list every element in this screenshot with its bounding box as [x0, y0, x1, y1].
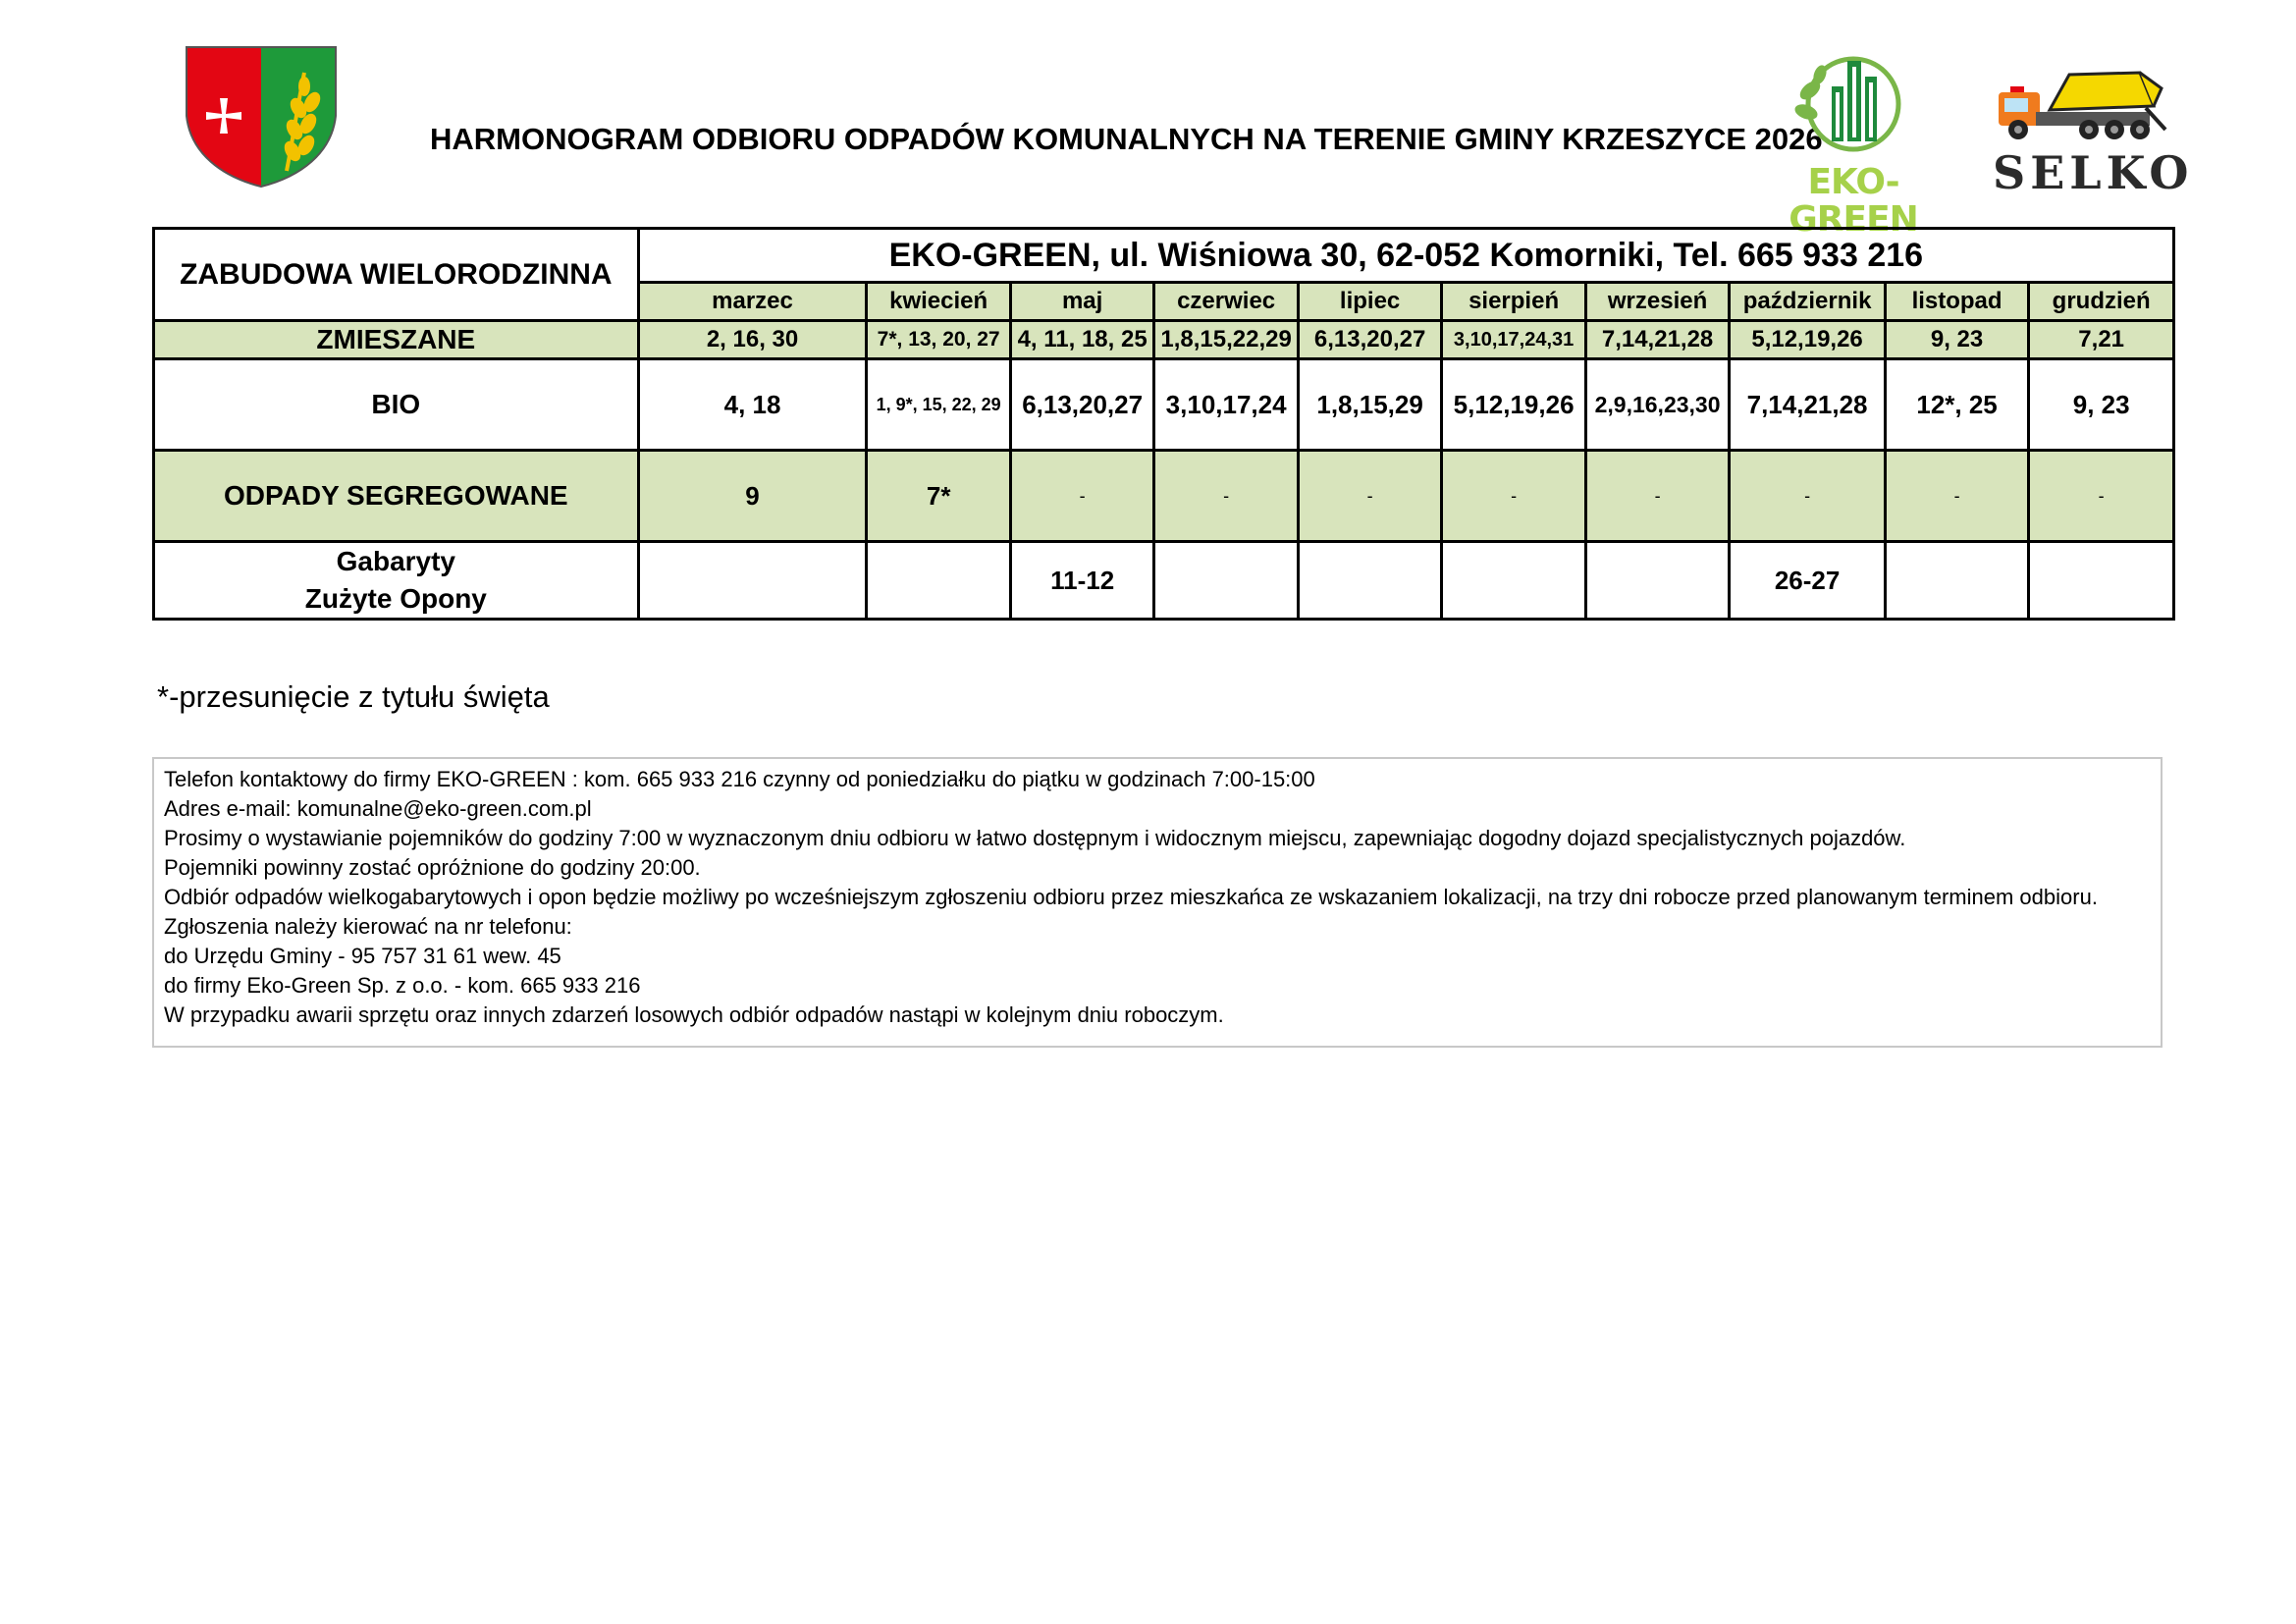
table-cell: 4, 11, 18, 25	[1010, 321, 1153, 359]
month-header: sierpień	[1442, 283, 1585, 321]
table-cell	[1298, 542, 1441, 620]
table-cell: 1, 9*, 15, 22, 29	[867, 359, 1010, 451]
month-header: maj	[1010, 283, 1153, 321]
table-cell: 7*, 13, 20, 27	[867, 321, 1010, 359]
page-title: HARMONOGRAM ODBIORU ODPADÓW KOMUNALNYCH NA TERENIE GMINY KRZESZYCE 2026	[430, 122, 1823, 156]
table-cell: 11-12	[1010, 542, 1153, 620]
month-header: grudzień	[2029, 283, 2174, 321]
table-cell: 26-27	[1730, 542, 1886, 620]
table-cell	[2029, 542, 2174, 620]
mixer-truck-icon	[1993, 59, 2169, 143]
selko-logo-text: SELKO	[1993, 146, 2194, 199]
table-cell: 6,13,20,27	[1010, 359, 1153, 451]
table-cell: -	[1730, 451, 1886, 542]
table-cell: 5,12,19,26	[1730, 321, 1886, 359]
info-line: do Urzędu Gminy - 95 757 31 61 wew. 45	[164, 944, 561, 968]
eko-green-logo	[1767, 51, 1940, 240]
row-label-line: Zużyte Opony	[304, 583, 487, 614]
table-cell: 7*	[867, 451, 1010, 542]
info-line: do firmy Eko-Green Sp. z o.o. - kom. 665 933 216	[164, 973, 641, 998]
table-row-zmieszane	[154, 321, 2174, 359]
table-cell: 1,8,15,22,29	[1154, 321, 1298, 359]
table-cell: 7,21	[2029, 321, 2174, 359]
table-cell: 9, 23	[2029, 359, 2174, 451]
table-cell: -	[1298, 451, 1441, 542]
table-cell	[1154, 542, 1298, 620]
table-cell	[638, 542, 867, 620]
info-box	[152, 757, 2163, 1048]
row-label	[154, 542, 639, 620]
table-cell	[1585, 542, 1729, 620]
table-cell: -	[1154, 451, 1298, 542]
selko-logo	[1993, 59, 2194, 199]
row-label: ZMIESZANE	[154, 321, 639, 359]
table-cell	[1442, 542, 1585, 620]
table-cell	[1885, 542, 2028, 620]
table-cell: 3,10,17,24	[1154, 359, 1298, 451]
info-line: Zgłoszenia należy kierować na nr telefonu:	[164, 914, 572, 939]
table-cell: -	[1010, 451, 1153, 542]
table-row-bio	[154, 359, 2174, 451]
table-cell: 5,12,19,26	[1442, 359, 1585, 451]
table-cell: 7,14,21,28	[1585, 321, 1729, 359]
table-row-segregowane	[154, 451, 2174, 542]
table-cell: 7,14,21,28	[1730, 359, 1886, 451]
info-line: Telefon kontaktowy do firmy EKO-GREEN : kom. 665 933 216 czynny od poniedziałku do piątku w godzinach 7:00-15:00	[164, 767, 1315, 791]
info-line: Adres e-mail: komunalne@eko-green.com.pl	[164, 796, 592, 821]
company-header: EKO-GREEN, ul. Wiśniowa 30, 62-052 Komorniki, Tel. 665 933 216	[638, 229, 2173, 283]
table-cell: 12*, 25	[1885, 359, 2028, 451]
month-header: październik	[1730, 283, 1886, 321]
table-cell	[867, 542, 1010, 620]
info-line: Prosimy o wystawianie pojemników do godziny 7:00 w wyznaczonym dniu odbioru w łatwo dostępnym i widocznym miejscu, zapewniając dogodny dojazd specjalistycznych pojazdów.	[164, 826, 1906, 850]
eko-green-emblem-icon	[1767, 51, 1940, 159]
eko-green-logo-text: EKO-GREEN	[1789, 162, 1918, 240]
month-header: marzec	[638, 283, 867, 321]
table-cell: 1,8,15,29	[1298, 359, 1441, 451]
table-cell: 9	[638, 451, 867, 542]
building-type-header: ZABUDOWA WIELORODZINNA	[154, 229, 639, 321]
coat-of-arms-logo	[183, 43, 340, 190]
table-cell: 9, 23	[1885, 321, 2028, 359]
table-cell: -	[1585, 451, 1729, 542]
table-cell: -	[1442, 451, 1585, 542]
table-cell: 2,9,16,23,30	[1585, 359, 1729, 451]
table-cell: -	[2029, 451, 2174, 542]
month-header: czerwiec	[1154, 283, 1298, 321]
row-label: BIO	[154, 359, 639, 451]
table-cell: 6,13,20,27	[1298, 321, 1441, 359]
schedule-table	[152, 227, 2175, 621]
month-header: wrzesień	[1585, 283, 1729, 321]
footnote: *-przesunięcie z tytułu święta	[157, 679, 550, 714]
table-cell: 3,10,17,24,31	[1442, 321, 1585, 359]
info-line: Odbiór odpadów wielkogabarytowych i opon będzie możliwy po wcześniejszym zgłoszeniu odbioru przez mieszkańca ze wskazaniem lokalizacji, na trzy dni robocze przed planowanym terminem odbioru.	[164, 885, 2098, 909]
info-line: W przypadku awarii sprzętu oraz innych zdarzeń losowych odbiór odpadów nastąpi w kolejnym dniu roboczym.	[164, 1002, 1224, 1027]
row-label: ODPADY SEGREGOWANE	[154, 451, 639, 542]
row-label-line: Gabaryty	[336, 546, 456, 576]
info-line: Pojemniki powinny zostać opróżnione do godziny 20:00.	[164, 855, 701, 880]
table-cell: -	[1885, 451, 2028, 542]
table-cell: 2, 16, 30	[638, 321, 867, 359]
month-header: kwiecień	[867, 283, 1010, 321]
month-header: listopad	[1885, 283, 2028, 321]
month-header: lipiec	[1298, 283, 1441, 321]
table-cell: 4, 18	[638, 359, 867, 451]
table-row-gabaryty	[154, 542, 2174, 620]
